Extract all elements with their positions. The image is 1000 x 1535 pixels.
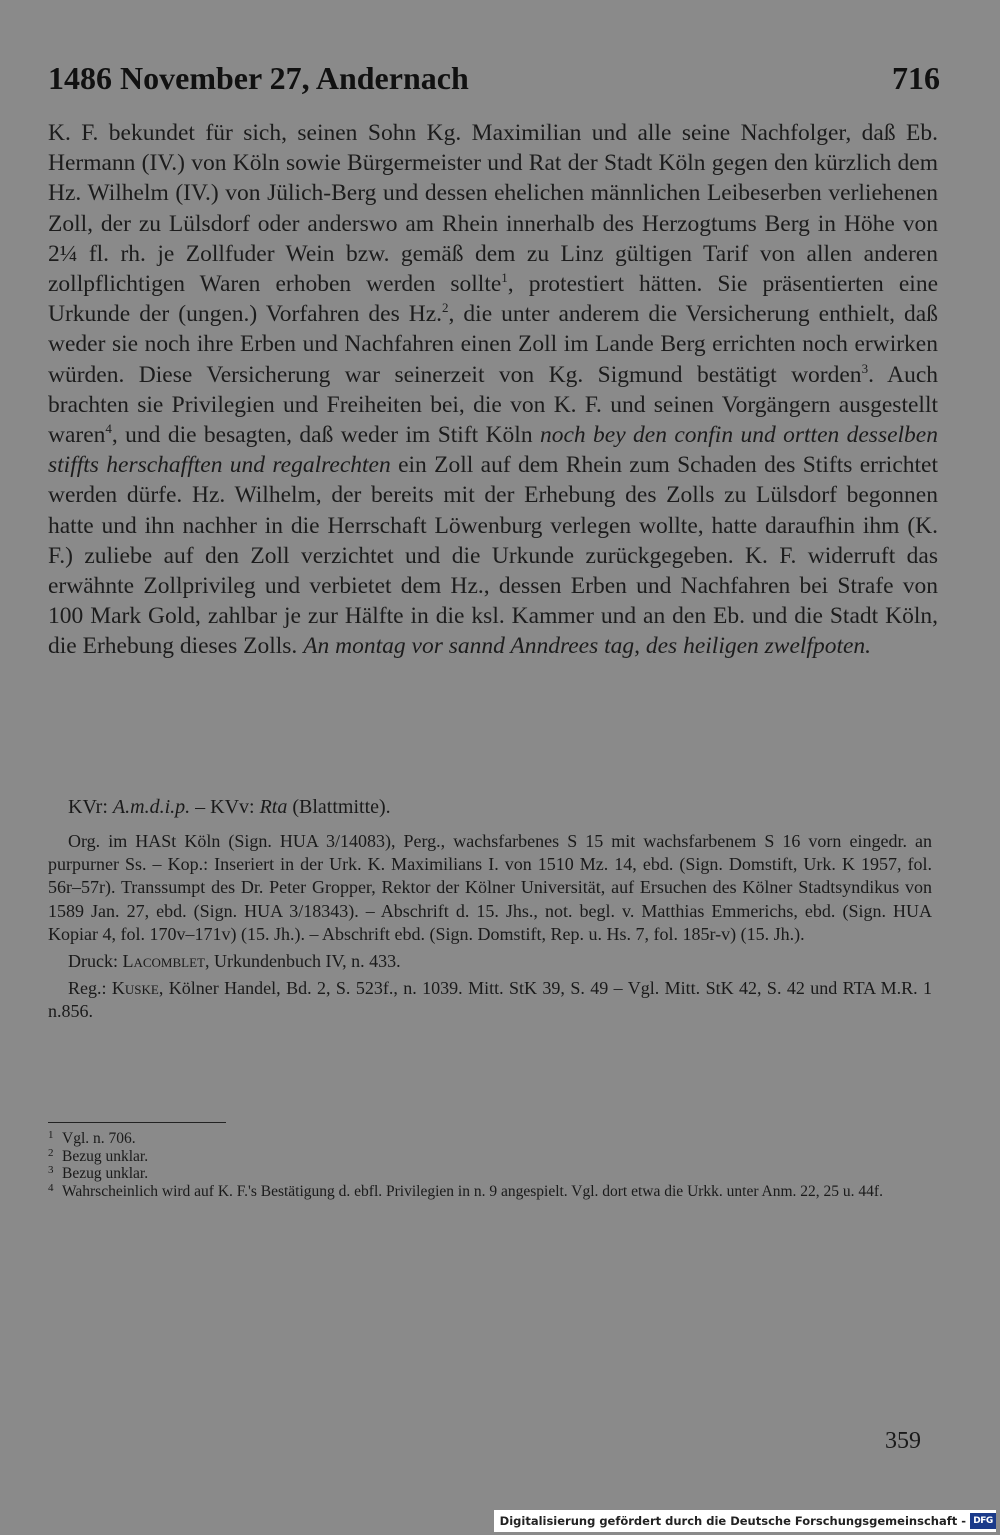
text-run: , die unter anderem die Versicherung enthielt, daß weder sie noch ihre Erben und Nachfahren einen Zoll im Lande Berg errichten noch erwirken würden. Diese Versicherung war seinerzeit von Kg. Sigmund bestätigt worden <box>48 301 938 388</box>
footnote-ref[interactable]: 2 <box>442 300 449 316</box>
text-run: Reg.: <box>68 978 112 999</box>
text-run: , Kölner Handel, Bd. 2, S. 523f., n. 1039. Mitt. StK 39, S. 49 – Vgl. Mitt. StK 42, S. 42 und RTA M.R. 1 n.856. <box>48 978 933 1022</box>
footnote-text: Wahrscheinlich wird auf K. F.'s Bestätigung d. ebfl. Privilegien in n. 9 angespielt. Vgl. dort etwa die Urkk. unter Anm. 22, 25 u. 44f. <box>62 1182 883 1200</box>
footnote-text: Bezug unklar. <box>62 1165 149 1182</box>
footnote-text: Vgl. n. 706. <box>62 1130 136 1147</box>
credit-text: Digitalisierung gefördert durch die Deutsche Forschungsgemeinschaft - <box>499 1514 966 1528</box>
text-run: K. F. bekundet für sich, seinen Sohn Kg. Maximilian und alle seine Nachfolger, daß Eb. Hermann (IV.) von Köln sowie Bürgermeister und Rat der Stadt Köln gegen den kürzlich dem Hz. Wilhelm (IV.) von Jülich-Berg und dessen ehelichen männlichen Leibeserben verliehenen Zoll, der zu Lülsdorf oder anderswo am Rhein innerhalb des Herzogtums Berg in Höhe von 2¼ fl. rh. je Zollfuder Wein bzw. gemäß dem zu Linz gültigen Tarif von allen anderen zollpflichtigen Waren erhoben werden sollte <box>48 120 938 298</box>
original-note: Org. im HASt Köln (Sign. HUA 3/14083), Perg., wachsfarbenes S 15 mit wachsfarbenem S 16 vorn eingedr. an purpurner Ss. – Kop.: Inseriert in der Urk. K. Maximilians I. von 1510 Mz. 14, ebd. (Sign. Domstift, Urk. K 1957, fol. 56r–57r). Transsumpt des Dr. Peter Gropper, Rektor der Kölner Universität, auf Ersuchen des Kölner Stadtsyndikus von 1589 Jan. 27, ebd. (Sign. HUA 3/18343). – Abschrift d. 15. Jhs., not. begl. v. Matthias Emmerichs, ebd. (Sign. HUA Kopiar 4, fol. 170v–171v) (15. Jh.). – Abschrift ebd. (Sign. Domstift, Rep. u. Hs. 7, fol. 185r-v) (15. Jh.). <box>48 831 932 944</box>
footnote-item <box>48 1130 932 1148</box>
page-number: 359 <box>885 1428 921 1454</box>
document-number: 716 <box>892 60 940 96</box>
text-run: , protestiert hätten. Sie präsentierten eine Urkunde der (ungen.) Vorfahren des Hz. <box>48 271 938 328</box>
footnotes <box>48 1130 932 1200</box>
page-header <box>48 60 940 100</box>
quotation-italic: noch bey den confin und ortten desselben stiffts herschafften und regalrechten <box>48 422 938 479</box>
text-run: – KVv: <box>190 796 260 818</box>
dfg-logo-icon: DFG <box>970 1513 996 1529</box>
regest-text <box>48 118 938 662</box>
text-run: , Urkundenbuch IV, n. 433. <box>204 951 401 972</box>
footnote-number: 3 <box>48 1164 54 1176</box>
text-run: Druck: <box>68 951 123 972</box>
funding-credit <box>494 1510 996 1532</box>
regest-note <box>48 977 932 1023</box>
text-run: KVr: <box>68 796 113 818</box>
footnote-ref[interactable]: 1 <box>501 270 508 286</box>
footnote-item <box>48 1183 932 1201</box>
text-run: . Auch brachten sie Privilegien und Freiheiten bei, die von K. F. und seinen Vorgängern ausgestellt waren <box>48 361 938 449</box>
text-run: ein Zoll auf dem Rhein zum Schaden des Stifts errichtet werden dürfe. Hz. Wilhelm, der bereits mit der Erhebung des Zolls zu Lülsdorf begonnen hatte und ihn nachher in die Herrschaft Löwenburg verlegen wollte, hatte daraufhin ihm (K. F.) zuliebe auf den Zoll verzichtet und die Urkunde zurückgegeben. K. F. widerruft das erwähnte Zollprivileg und verbietet dem Hz., dessen Erben und Nachfahren bei Strafe von 100 Mark Gold, zahlbar je zur Hälfte in die ksl. Kammer und an den Eb. und die Stadt Köln, die Erhebung dieses Zolls. <box>48 452 938 660</box>
footnote-number: 2 <box>48 1146 54 1159</box>
footnote-ref[interactable]: 3 <box>861 360 869 376</box>
print-note <box>48 950 932 973</box>
document-title: 1486 November 27, Andernach <box>48 60 469 96</box>
footnote-ref[interactable]: 4 <box>105 421 112 437</box>
footnote-item <box>48 1148 932 1166</box>
footnote-number: 1 <box>48 1129 54 1141</box>
dating-clause-italic: An montag vor sannd Anndrees tag, des heiligen zwelfpoten. <box>303 633 872 660</box>
endorsement-line <box>68 794 391 820</box>
sigla-italic: A.m.d.i.p. <box>112 796 191 818</box>
author-smallcaps: Lacomblet <box>122 951 205 972</box>
author-smallcaps: Kuske <box>111 978 159 999</box>
footnote-number: 4 <box>48 1181 54 1194</box>
source-notes <box>48 830 932 1028</box>
regest-paragraph <box>48 118 938 662</box>
footnote-item <box>48 1165 932 1183</box>
footnote-divider <box>48 1122 226 1123</box>
footnote-text: Bezug unklar. <box>62 1147 149 1165</box>
text-run: , und die besagten, daß weder im Stift Köln <box>111 422 540 449</box>
text-run: (Blattmitte). <box>287 796 391 818</box>
sigla-italic: Rta <box>259 796 288 818</box>
